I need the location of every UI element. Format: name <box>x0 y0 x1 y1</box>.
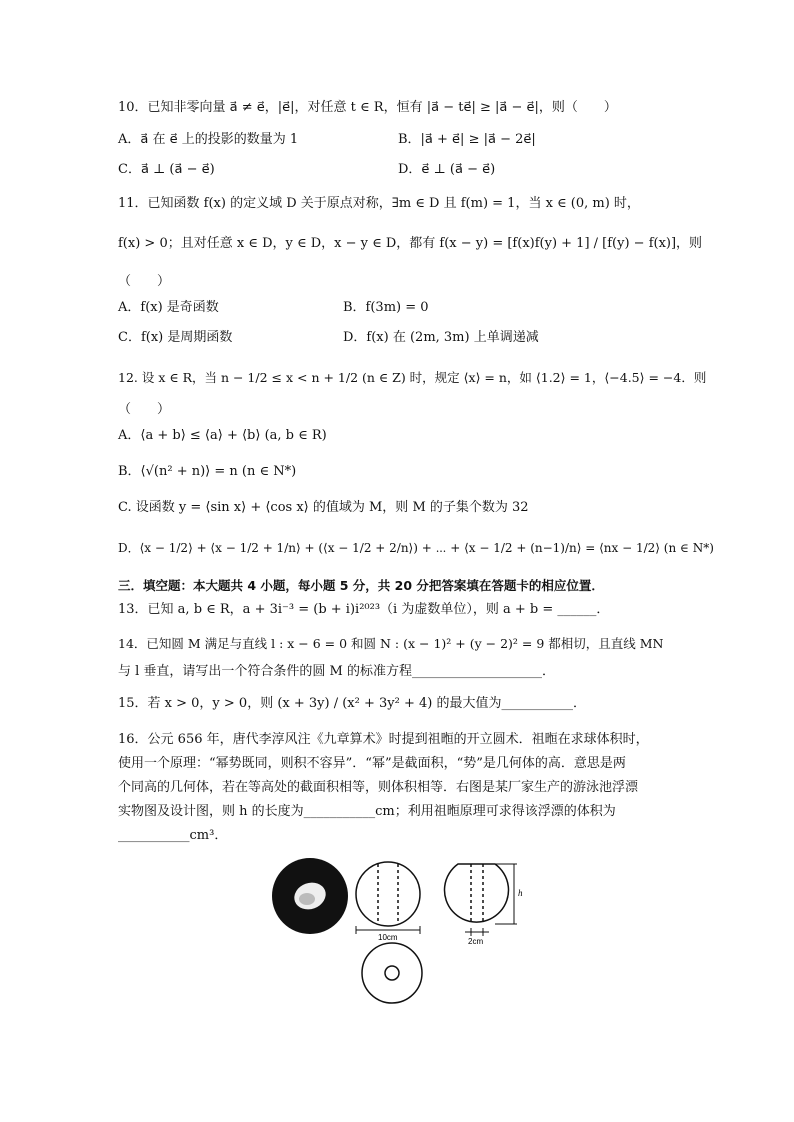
side-view-diagram <box>445 864 518 936</box>
q14-line1: 14．已知圆 M 满足与直线 l : x − 6 = 0 和圆 N : (x − 1)² + (y − 2)² = 9 都相切，且直线 MN <box>118 636 664 651</box>
q13-text: 13．已知 a, b ∈ R，a + 3i⁻³ = (b + i)i²⁰²³（i 为虚数单位），则 a + b = ______． <box>118 602 610 617</box>
q10-option-b: B．|a⃗ + e⃗| ≥ |a⃗ − 2e⃗| <box>398 132 536 147</box>
label-h: h <box>518 888 523 898</box>
label-2cm: 2cm <box>468 937 484 946</box>
q12-option-b: B．⟨√(n² + n)⟩ = n (n ∈ N*) <box>118 464 297 479</box>
q15-text: 15．若 x > 0，y > 0，则 (x + 3y) / (x² + 3y² + 4) 的最大值为___________． <box>118 696 586 711</box>
q11-stem-line2: f(x) > 0；且对任意 x ∈ D，y ∈ D，x − y ∈ D，都有 f(x − y) = [f(x)f(y) + 1] / [f(y) − f(x)]，则 <box>118 236 703 251</box>
q11-stem-line1: 11．已知函数 f(x) 的定义域 D 关于原点对称，∃m ∈ D 且 f(m) = 1，当 x ∈ (0, m) 时， <box>118 196 640 211</box>
q11-option-b: B．f(3m) = 0 <box>343 300 429 315</box>
q12-answer-paren: （ ） <box>118 402 171 417</box>
q16-line1: 16．公元 656 年，唐代李淳风注《九章算术》时提到祖暅的开立圆术．祖暅在求球体积时， <box>118 732 649 747</box>
q16-line5: ___________cm³． <box>118 828 228 843</box>
q12-option-d: D．⟨x − 1/2⟩ + ⟨x − 1/2 + 1/n⟩ + (⟨x − 1/2 + 2/n⟩) + ⋯ + ⟨x − 1/2 + (n−1)/n⟩ = ⟨nx − 1/2⟩ (n ∈ N*) <box>118 541 714 555</box>
q10-option-d: D．e⃗ ⊥ (a⃗ − e⃗) <box>398 162 496 177</box>
q16-line4: 实物图及设计图，则 h 的长度为___________cm；利用祖暅原理可求得该浮漂的体积为 <box>118 804 616 819</box>
q11-option-a: A．f(x) 是奇函数 <box>118 300 219 315</box>
q12-option-c: C. 设函数 y = ⟨sin x⟩ + ⟨cos x⟩ 的值域为 M，则 M 的子集个数为 32 <box>118 500 529 515</box>
q14-line2: 与 l 垂直，请写出一个符合条件的圆 M 的标准方程____________________． <box>118 664 555 679</box>
top-view-diagram <box>362 943 422 1003</box>
section-3-heading: 三．填空题：本大题共 4 小题，每小题 5 分，共 20 分把答案填在答题卡的相应位置． <box>118 578 604 593</box>
q11-option-c: C．f(x) 是周期函数 <box>118 330 233 345</box>
q11-answer-paren: （ ） <box>118 274 171 289</box>
q16-line2: 使用一个原理：“幂势既同，则积不容异”．“幂”是截面积，“势”是几何体的高．意思是两 <box>118 756 626 771</box>
label-10cm: 10cm <box>378 933 398 942</box>
front-view-diagram <box>356 862 420 934</box>
q12-stem: 12. 设 x ∈ R，当 n − 1/2 ≤ x < n + 1/2 (n ∈ Z) 时，规定 ⟨x⟩ = n，如 ⟨1.2⟩ = 1，⟨−4.5⟩ = −4．则 <box>118 370 707 385</box>
q11-option-d: D．f(x) 在 (2m, 3m) 上单调递减 <box>343 330 539 345</box>
q10-option-c: C．a⃗ ⊥ (a⃗ − e⃗) <box>118 162 215 177</box>
q10-stem: 10．已知非零向量 a⃗ ≠ e⃗，|e⃗|，对任意 t ∈ R，恒有 |a⃗ − te⃗| ≥ |a⃗ − e⃗|，则（ ） <box>118 100 617 115</box>
float-photo <box>272 858 348 934</box>
q16-line3: 个同高的几何体，若在等高处的截面积相等，则体积相等．右图是某厂家生产的游泳池浮漂 <box>118 780 639 795</box>
float-figure <box>265 858 565 1018</box>
q10-option-a: A．a⃗ 在 e⃗ 上的投影的数量为 1 <box>118 132 299 147</box>
q12-option-a: A．⟨a + b⟩ ≤ ⟨a⟩ + ⟨b⟩ (a, b ∈ R) <box>118 428 327 443</box>
